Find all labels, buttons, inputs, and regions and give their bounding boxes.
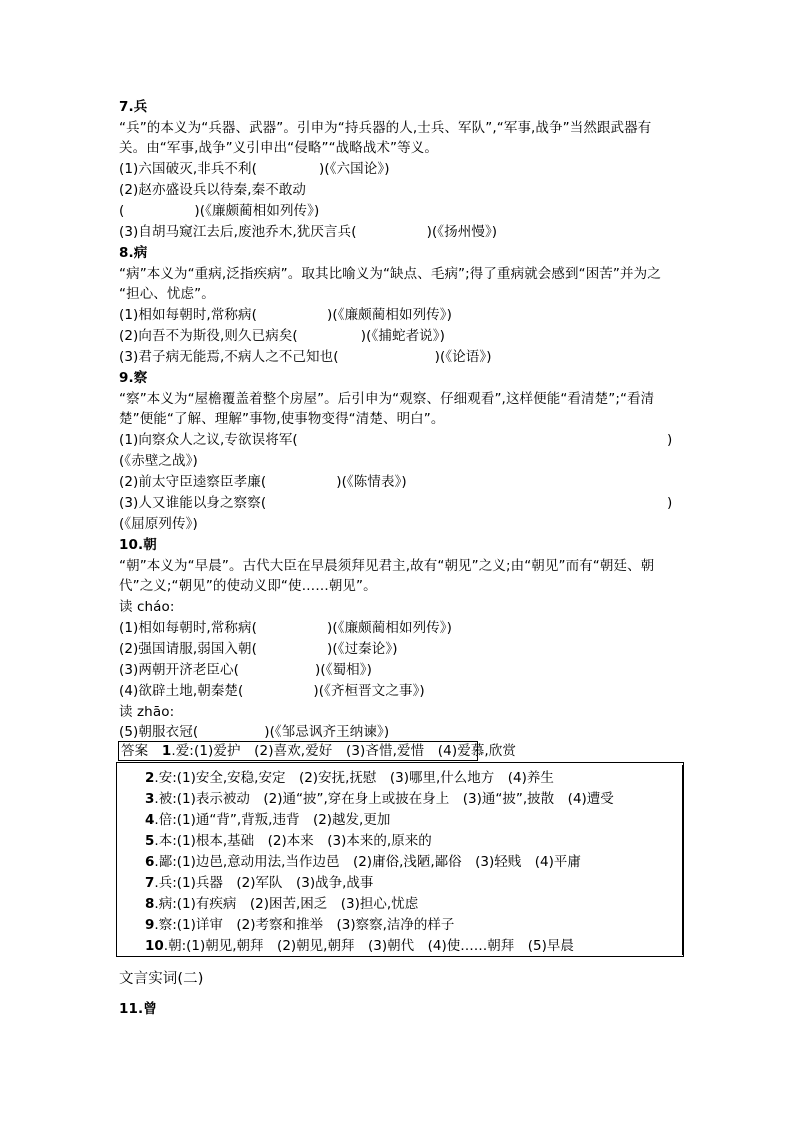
section-10-question-5: (5)朝服衣冠( )(《邹忌讽齐王纳谏》)	[119, 724, 390, 740]
section-7-question-2: (2)赵亦盛设兵以待秦,秦不敢动	[119, 182, 307, 198]
answer-line-5: 5.本:(1)根本,基础 (2)本来 (3)本来的,原来的	[145, 833, 432, 849]
answer-line-7: 7.兵:(1)兵器 (2)军队 (3)战争,战事	[145, 875, 374, 891]
section-9-question-3-source: (《屈原列传》)	[119, 516, 198, 532]
section-10-question-3: (3)两朝开济老臣心( )(《蜀相》)	[119, 662, 373, 678]
section-8-question-3: (3)君子病无能焉,不病人之不己知也( )(《论语》)	[119, 349, 492, 365]
section-number: 7	[119, 99, 129, 115]
section-10-reading-1: 读 cháo:	[119, 599, 175, 615]
answer-line-3: 3.被:(1)表示被动 (2)通“披”,穿在身上或披在身上 (3)通“披”,披散 (4)遭受	[145, 791, 614, 807]
section-7-desc-2: 关。由“军事,战争”义引申出“侵略”“战略战术”等义。	[119, 140, 438, 156]
section-9-desc-1: “察”本义为“屋檐覆盖着整个房屋”。后引申为“观察、仔细观看”,这样便能“看清楚”;“看清	[119, 391, 655, 407]
section-11-title: 11.曾	[119, 1001, 157, 1017]
section-8-title: 8.病	[119, 245, 148, 261]
section-7-question-1: (1)六国破灭,非兵不利( )(《六国论》)	[119, 161, 390, 177]
answer-line-4: 4.倍:(1)通“背”,背叛,违背 (2)越发,更加	[145, 812, 391, 828]
section-10-question-4: (4)欲辟土地,朝秦楚( )(《齐桓晋文之事》)	[119, 683, 425, 699]
answer-line-10: 10.朝:(1)朝见,朝拜 (2)朝见,朝拜 (3)朝代 (4)使……朝拜 (5)早晨	[145, 938, 574, 954]
part-title: 文言实词(二)	[119, 971, 204, 987]
answer-line-6: 6.鄙:(1)边邑,意动用法,当作边邑 (2)庸俗,浅陋,鄙俗 (3)轻贱 (4)平庸	[145, 854, 581, 870]
section-10-desc-1: “朝”本义为“早晨”。古代大臣在早晨须拜见君主,故有“朝见”之义;由“朝见”而有“朝廷、朝	[119, 558, 655, 574]
section-8-question-1: (1)相如每朝时,常称病( )(《廉颇蔺相如列传》)	[119, 307, 452, 323]
section-9-question-1: (1)向察众人之议,专欲误将军(	[119, 432, 298, 448]
section-9-desc-2: 楚”便能“了解、理解”事物,使事物变得“清楚、明白”。	[119, 411, 445, 427]
answer-line-1: 答案 1.爱:(1)爱护 (2)喜欢,爱好 (3)吝惜,爱惜 (4)爱慕,欣赏	[121, 743, 517, 759]
section-10-question-2: (2)强国请服,弱国入朝( )(《过秦论》)	[119, 641, 398, 657]
section-7-title	[119, 97, 147, 117]
section-7-question-2-answer: ( )(《廉颇蔺相如列传》)	[119, 203, 320, 219]
section-9-question-2: (2)前太守臣逵察臣孝廉( )(《陈情表》)	[119, 474, 407, 490]
section-9-question-1-source: (《赤壁之战》)	[119, 453, 198, 469]
section-10-desc-2: 代”之义;“朝见”的使动义即“使……朝见”。	[119, 578, 377, 594]
answer-line-2: 2.安:(1)安全,安稳,安定 (2)安抚,抚慰 (3)哪里,什么地方 (4)养生	[145, 770, 554, 786]
section-9-question-1-close: )	[667, 432, 673, 448]
section-10-title: 10.朝	[119, 537, 157, 553]
section-10-question-1: (1)相如每朝时,常称病( )(《廉颇蔺相如列传》)	[119, 620, 452, 636]
section-7-desc-1: “兵”的本义为“兵器、武器”。引申为“持兵器的人,士兵、军队”,“军事,战争”当然跟武器有	[119, 120, 652, 136]
section-8-desc-1: “病”本义为“重病,泛指疾病”。取其比喻义为“缺点、毛病”;得了重病就会感到“困苦”并为之	[119, 266, 661, 282]
section-9-title: 9.察	[119, 370, 148, 386]
section-8-desc-2: “担心、忧虑”。	[119, 286, 215, 302]
section-7-question-3: (3)自胡马窥江去后,废池乔木,犹厌言兵( )(《扬州慢》)	[119, 224, 498, 240]
section-10-reading-2: 读 zhāo:	[119, 704, 175, 720]
answer-label: 答案	[121, 743, 149, 759]
section-char: .兵	[128, 99, 148, 115]
section-9-question-3-close: )	[667, 495, 673, 511]
answer-line-9: 9.察:(1)详审 (2)考察和推举 (3)察察,洁净的样子	[145, 917, 455, 933]
section-8-question-2: (2)向吾不为斯役,则久已病矣( )(《捕蛇者说》)	[119, 328, 445, 344]
section-9-question-3: (3)人又谁能以身之察察(	[119, 495, 267, 511]
answer-line-8: 8.病:(1)有疾病 (2)困苦,困乏 (3)担心,忧虑	[145, 896, 419, 912]
